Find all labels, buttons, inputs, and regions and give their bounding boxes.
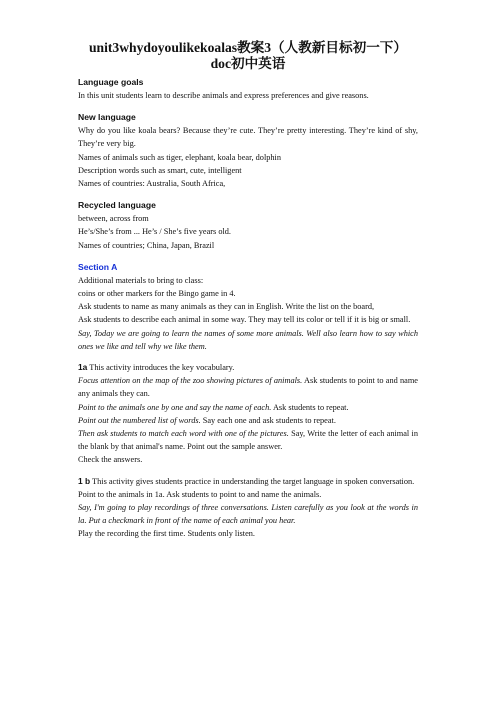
activity-1a-label: 1a	[78, 362, 88, 373]
goals-heading: Language goals	[78, 77, 144, 87]
activity-1a-intro: 1a This activity introduces the key vocabulary.	[78, 362, 235, 373]
recycled-line: Names of countries; China, Japan, Brazil	[78, 240, 215, 250]
activity-1b-step: Say, I'm going to play recordings of three conversations. Listen carefully as you look at the words in la. Put a checkmark in front of the name of each animal you hear.	[78, 503, 418, 526]
section-a-line: coins or other markers for the Bingo game in 4.	[78, 289, 236, 299]
new-language-line: Names of animals such as tiger, elephant, koala bear, dolphin	[78, 152, 282, 162]
activity-1a-step: Check the answers.	[78, 455, 143, 465]
recycled-heading: Recycled language	[78, 200, 156, 211]
activity-1a-step: Then ask students to match each word with one of the pictures. Say, Write the letter of each animal in the blank by that animal's name. Point out the sample answer.	[78, 429, 419, 452]
recycled-line: He’s/She’s from ... He’s / She’s five years old.	[78, 227, 232, 237]
new-language-line: Names of countries: Australia, South Africa,	[78, 179, 226, 189]
recycled-line: between, across from	[78, 214, 149, 224]
new-language-line: Description words such as smart, cute, intelligent	[78, 165, 242, 175]
section-a-heading: Section A	[78, 261, 118, 272]
section-a-line: Ask students to describe each animal in some way. They may tell its color or tell if it is big or small.	[78, 315, 411, 325]
section-a-line: Additional materials to bring to class:	[78, 275, 204, 285]
activity-1b-step: Point to the animals in 1a. Ask students to point to and name the animals.	[78, 489, 322, 499]
activity-1b-step: Play the recording the first time. Students only listen.	[78, 529, 255, 539]
document-title	[78, 40, 418, 72]
section-a-line: Ask students to name as many animals as they can in English. Write the list on the board,	[78, 302, 375, 312]
activity-1b-intro: 1 b This activity gives students practice in understanding the target language in spoken conversation.	[78, 475, 415, 486]
new-language-line: Why do you like koala bears? Because they’re cute. They’re pretty interesting. They’re kind of shy, They’re very big.	[78, 126, 418, 149]
activity-1a-step: Point to the animals one by one and say the name of each. Ask students to repeat.	[78, 402, 349, 412]
title-line-1: unit3whydoyoulikekoalas教案3（人教新目标初一下）	[89, 40, 407, 55]
section-a-italic: Say, Today we are going to learn the names of some more animals. Well also learn how to say which ones we like and tell why we like them.	[78, 328, 418, 351]
new-language-heading: New language	[78, 112, 136, 123]
activity-1a-step: Focus attention on the map of the zoo showing pictures of animals. Ask students to point to and name any animals they can.	[78, 376, 418, 399]
activity-1b-label: 1 b	[78, 475, 91, 486]
title-line-2: doc初中英语	[210, 56, 286, 71]
activity-1a-step: Point out the numbered list of words. Say each one and ask students to repeat.	[78, 415, 336, 425]
goals-text: In this unit students learn to describe animals and express preferences and give reasons.	[78, 91, 369, 100]
